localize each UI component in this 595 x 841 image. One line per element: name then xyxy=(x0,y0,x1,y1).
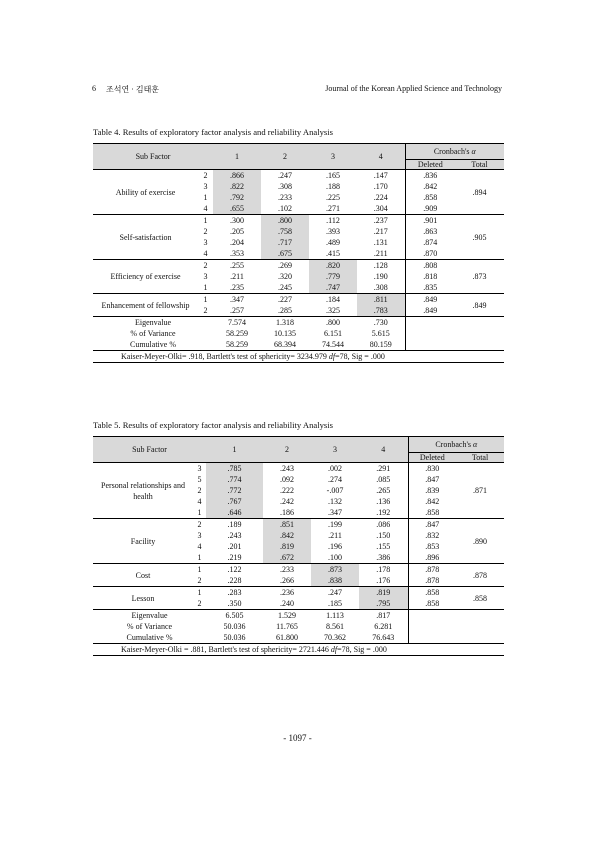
page-number: 6 xyxy=(92,84,96,93)
alpha-deleted: .896 xyxy=(408,552,456,564)
alpha-deleted: .847 xyxy=(408,519,456,531)
kmo-text: Kaiser-Meyer-Olki = .881, Bartlett's test of sphericity= 2721.446 xyxy=(121,645,331,654)
loading-cell: .350 xyxy=(206,598,263,610)
stat-value: 5.615 xyxy=(371,329,390,338)
alpha-deleted: .878 xyxy=(408,564,456,576)
loading-cell: .489 xyxy=(326,238,341,247)
loading-cell: .178 xyxy=(376,565,391,574)
col-cronbach xyxy=(405,144,504,160)
note-row xyxy=(93,351,504,363)
kmo-note xyxy=(93,351,504,363)
loading-cell: .822 xyxy=(213,181,261,192)
alpha-deleted: .870 xyxy=(405,248,455,260)
subfactor-name: Efficiency of exercise xyxy=(93,260,198,294)
stat-value: 1.318 xyxy=(276,318,295,327)
item-number: 1 xyxy=(197,565,202,574)
df-label: df xyxy=(328,352,336,361)
loading-cell: .347 xyxy=(230,295,245,304)
alpha-deleted: .863 xyxy=(405,226,455,237)
loading-cell: .225 xyxy=(326,193,341,202)
alpha-deleted: .858 xyxy=(408,507,456,519)
loading-cell: .283 xyxy=(227,588,242,597)
table4-caption: Table 4. Results of exploratory factor analysis and reliability Analysis xyxy=(93,127,333,137)
alpha-deleted: .901 xyxy=(405,215,455,227)
loading-cell: .257 xyxy=(213,305,261,317)
loading-cell: .222 xyxy=(280,486,295,495)
cronbach-label: Cronbach's xyxy=(433,147,470,156)
loading-cell: .393 xyxy=(326,227,341,236)
alpha-deleted: .808 xyxy=(405,260,455,272)
subfactor-name: Facility xyxy=(93,519,193,564)
table-row xyxy=(93,294,504,306)
loading-cell: .291 xyxy=(376,464,391,473)
loading-cell: .100 xyxy=(311,552,359,564)
loading-cell: .211 xyxy=(230,272,244,281)
loading-cell: .795 xyxy=(359,598,408,610)
loading-cell: .086 xyxy=(376,520,391,529)
stat-value: 58.259 xyxy=(226,340,249,349)
loading-cell: .188 xyxy=(326,182,341,191)
loading-cell: .233 xyxy=(278,193,293,202)
col-total: Total xyxy=(456,453,504,463)
loading-cell: .820 xyxy=(309,260,357,272)
alpha-deleted: .858 xyxy=(405,192,455,203)
item-number: 1 xyxy=(203,193,208,202)
loading-cell: .873 xyxy=(311,564,359,576)
loading-cell: .196 xyxy=(328,542,343,551)
stat-row xyxy=(93,317,504,329)
item-number: 4 xyxy=(198,248,213,260)
loading-cell: .655 xyxy=(213,203,261,215)
loading-cell: .247 xyxy=(328,588,343,597)
loading-cell: .386 xyxy=(359,552,408,564)
stat-spacer xyxy=(408,632,456,644)
item-number: 2 xyxy=(203,227,208,236)
stat-spacer xyxy=(455,317,504,329)
stat-value: 8.561 xyxy=(326,622,345,631)
alpha-deleted: .847 xyxy=(408,474,456,485)
alpha-deleted: .853 xyxy=(408,541,456,552)
alpha-total: .849 xyxy=(455,294,504,317)
loading-cell: .300 xyxy=(230,216,245,225)
loading-cell: .131 xyxy=(373,238,388,247)
loading-cell: .774 xyxy=(206,474,263,485)
item-number: 2 xyxy=(197,486,202,495)
col-factor-1: 1 xyxy=(206,437,263,463)
loading-cell: .265 xyxy=(376,486,391,495)
item-number: 1 xyxy=(197,588,202,597)
stat-value: 68.394 xyxy=(274,340,297,349)
item-number: 1 xyxy=(203,295,208,304)
alpha-symbol: α xyxy=(473,440,478,449)
item-number: 2 xyxy=(198,305,213,317)
stat-value: 11.765 xyxy=(276,622,298,631)
loading-cell: .353 xyxy=(213,248,261,260)
loading-cell: .266 xyxy=(263,575,311,587)
loading-cell: .255 xyxy=(230,261,245,270)
alpha-deleted: .842 xyxy=(405,181,455,192)
loading-cell: .269 xyxy=(278,261,293,270)
col-factor-3: 3 xyxy=(309,144,357,170)
col-subfactor: Sub Factor xyxy=(93,144,213,170)
item-number: 4 xyxy=(197,542,202,551)
loading-cell: .800 xyxy=(261,215,309,227)
header-row xyxy=(93,144,504,160)
stat-value: 6.151 xyxy=(324,329,343,338)
stat-value: .800 xyxy=(326,318,341,327)
loading-cell: .646 xyxy=(206,507,263,519)
alpha-deleted: .858 xyxy=(408,587,456,599)
item-number: 2 xyxy=(193,575,206,587)
loading-cell: .866 xyxy=(213,170,261,182)
alpha-deleted: .818 xyxy=(405,271,455,282)
loading-cell: .415 xyxy=(309,248,357,260)
alpha-total: .894 xyxy=(455,170,504,215)
loading-cell: .783 xyxy=(357,305,405,317)
stat-label: Cumulative % xyxy=(130,340,176,349)
stat-value: 70.362 xyxy=(324,633,347,642)
stat-label: Cumulative % xyxy=(126,633,173,642)
loading-cell: .211 xyxy=(357,248,405,260)
loading-cell: .811 xyxy=(357,294,405,306)
stat-spacer xyxy=(456,621,504,632)
col-deleted: Deleted xyxy=(408,453,456,463)
stat-row xyxy=(93,621,504,632)
loading-cell: .201 xyxy=(227,542,242,551)
loading-cell: .224 xyxy=(373,193,388,202)
alpha-total: .873 xyxy=(455,260,504,294)
stat-label: Eigenvalue xyxy=(131,611,168,620)
col-factor-1: 1 xyxy=(213,144,261,170)
alpha-total: .890 xyxy=(456,519,504,564)
loading-cell: .242 xyxy=(280,497,295,506)
item-number: 4 xyxy=(197,497,202,506)
col-factor-4: 4 xyxy=(359,437,408,463)
stat-value: 1.113 xyxy=(326,611,344,620)
item-number: 5 xyxy=(197,475,202,484)
stat-value: 74.544 xyxy=(322,340,345,349)
loading-cell: .274 xyxy=(328,475,343,484)
loading-cell: .320 xyxy=(278,272,293,281)
loading-cell: .165 xyxy=(326,171,341,180)
stat-label: Eigenvalue xyxy=(135,318,171,327)
table-row xyxy=(93,587,504,599)
stat-value: 76.643 xyxy=(372,633,395,642)
alpha-total: .878 xyxy=(456,564,504,587)
loading-cell: .767 xyxy=(206,496,263,507)
stat-value: 58.259 xyxy=(226,329,249,338)
loading-cell: .308 xyxy=(357,282,405,294)
authors: 조석연 · 김태훈 xyxy=(106,85,160,94)
loading-cell: .092 xyxy=(280,475,295,484)
loading-cell: .245 xyxy=(261,282,309,294)
table-row xyxy=(93,463,504,475)
loading-cell: .243 xyxy=(227,531,242,540)
loading-cell: .285 xyxy=(261,305,309,317)
loading-cell: .217 xyxy=(373,227,388,236)
table-row xyxy=(93,519,504,531)
loading-cell: .122 xyxy=(227,565,242,574)
alpha-deleted: .858 xyxy=(408,598,456,610)
loading-cell: .184 xyxy=(326,295,341,304)
stat-value: 6.281 xyxy=(374,622,393,631)
item-number: 1 xyxy=(193,507,206,519)
stat-spacer xyxy=(405,339,455,351)
alpha-deleted: .835 xyxy=(405,282,455,294)
col-total: Total xyxy=(455,160,504,170)
alpha-deleted: .878 xyxy=(408,575,456,587)
loading-cell: .211 xyxy=(328,531,342,540)
loading-cell: .185 xyxy=(311,598,359,610)
stat-value: .730 xyxy=(373,318,388,327)
kmo-sig: =78, Sig = .000 xyxy=(337,645,387,654)
loading-cell: .308 xyxy=(278,182,293,191)
loading-cell: .237 xyxy=(373,216,388,225)
kmo-text: Kaiser-Meyer-Olki= .918, Bartlett's test of sphericity= 3234.979 xyxy=(121,352,329,361)
table-row xyxy=(93,260,504,272)
loading-cell: .199 xyxy=(328,520,343,529)
loading-cell: .779 xyxy=(309,271,357,282)
loading-cell: .102 xyxy=(261,203,309,215)
alpha-deleted: .842 xyxy=(408,496,456,507)
loading-cell: .304 xyxy=(357,203,405,215)
loading-cell: .192 xyxy=(359,507,408,519)
item-number: 3 xyxy=(197,531,202,540)
loading-cell: .675 xyxy=(261,248,309,260)
item-number: 2 xyxy=(197,520,202,529)
stat-spacer xyxy=(456,632,504,644)
stat-spacer xyxy=(408,610,456,622)
stat-spacer xyxy=(405,328,455,339)
loading-cell: .204 xyxy=(230,238,245,247)
col-cronbach xyxy=(408,437,504,453)
col-factor-4: 4 xyxy=(357,144,405,170)
alpha-total: .905 xyxy=(455,215,504,260)
table-row xyxy=(93,170,504,182)
loading-cell: .233 xyxy=(280,565,295,574)
loading-cell: .247 xyxy=(278,171,293,180)
loading-cell: .243 xyxy=(280,464,295,473)
kmo-note xyxy=(93,644,504,656)
subfactor-name: Ability of exercise xyxy=(93,170,198,215)
item-number: 1 xyxy=(198,282,213,294)
loading-cell: .235 xyxy=(213,282,261,294)
col-factor-3: 3 xyxy=(311,437,359,463)
item-number: 3 xyxy=(203,182,208,191)
journal-title: Journal of the Korean Applied Science and Technology xyxy=(325,84,502,93)
loading-cell: .758 xyxy=(261,226,309,237)
loading-cell: .228 xyxy=(206,575,263,587)
loading-cell: .325 xyxy=(309,305,357,317)
stat-label: % of Variance xyxy=(130,329,176,338)
stat-value: 7.574 xyxy=(228,318,247,327)
item-number: 1 xyxy=(203,216,208,225)
stat-value: 80.159 xyxy=(369,340,392,349)
alpha-deleted: .832 xyxy=(408,530,456,541)
loading-cell: .227 xyxy=(278,295,293,304)
loading-cell: .176 xyxy=(359,575,408,587)
loading-cell: .772 xyxy=(206,485,263,496)
stat-value: 61.800 xyxy=(276,633,299,642)
item-number: 3 xyxy=(203,272,208,281)
loading-cell: .747 xyxy=(309,282,357,294)
loading-cell: .155 xyxy=(376,542,391,551)
subfactor-name: Enhancement of fellowship xyxy=(93,294,198,317)
item-number: 2 xyxy=(193,598,206,610)
subfactor-name: Self-satisfaction xyxy=(93,215,198,260)
alpha-deleted: .849 xyxy=(405,294,455,306)
loading-cell: .189 xyxy=(227,520,242,529)
alpha-total: .871 xyxy=(456,463,504,519)
table5-caption: Table 5. Results of exploratory factor analysis and reliability Analysis xyxy=(93,420,333,430)
loading-cell: .672 xyxy=(263,552,311,564)
item-number: 4 xyxy=(198,203,213,215)
loading-cell: .819 xyxy=(263,541,311,552)
loading-cell: .819 xyxy=(359,587,408,599)
loading-cell: -.007 xyxy=(326,486,344,495)
alpha-deleted: .909 xyxy=(405,203,455,215)
stat-row xyxy=(93,632,504,644)
loading-cell: .240 xyxy=(263,598,311,610)
subfactor-name: Cost xyxy=(93,564,193,587)
df-label: df xyxy=(330,645,338,654)
loading-cell: .792 xyxy=(213,192,261,203)
item-number: 3 xyxy=(197,464,202,473)
table4 xyxy=(93,143,504,363)
stat-value: 50.036 xyxy=(223,622,246,631)
loading-cell: .271 xyxy=(309,203,357,215)
item-number: 2 xyxy=(203,261,208,270)
stat-value: 1.529 xyxy=(278,611,297,620)
col-subfactor: Sub Factor xyxy=(93,437,206,463)
item-number: 3 xyxy=(203,238,208,247)
alpha-total: .858 xyxy=(456,587,504,610)
stat-value: .817 xyxy=(376,611,391,620)
alpha-symbol: α xyxy=(471,147,476,156)
col-factor-2: 2 xyxy=(263,437,311,463)
stat-spacer xyxy=(408,621,456,632)
stat-spacer xyxy=(455,328,504,339)
alpha-deleted: .849 xyxy=(405,305,455,317)
loading-cell: .002 xyxy=(328,464,343,473)
loading-cell: .150 xyxy=(376,531,391,540)
page-footer: - 1097 - xyxy=(283,733,312,743)
loading-cell: .842 xyxy=(263,530,311,541)
cronbach-label: Cronbach's xyxy=(435,440,471,449)
loading-cell: .170 xyxy=(373,182,388,191)
alpha-deleted: .874 xyxy=(405,237,455,248)
loading-cell: .851 xyxy=(263,519,311,531)
note-row xyxy=(93,644,504,656)
loading-cell: .190 xyxy=(373,272,388,281)
subfactor-name: Personal relationships and health xyxy=(93,463,193,519)
loading-cell: .838 xyxy=(311,575,359,587)
loading-cell: .186 xyxy=(263,507,311,519)
table5 xyxy=(93,436,504,656)
loading-cell: .085 xyxy=(376,475,391,484)
stat-value: 50.036 xyxy=(223,633,246,642)
kmo-sig: =78, Sig = .000 xyxy=(335,352,385,361)
stat-spacer xyxy=(456,610,504,622)
stat-row xyxy=(93,610,504,622)
stat-label: % of Variance xyxy=(126,622,173,631)
loading-cell: .128 xyxy=(373,261,388,270)
loading-cell: .205 xyxy=(230,227,245,236)
subfactor-name: Lesson xyxy=(93,587,193,610)
stat-spacer xyxy=(455,339,504,351)
header-row xyxy=(93,437,504,453)
loading-cell: .132 xyxy=(328,497,343,506)
alpha-deleted: .830 xyxy=(408,463,456,475)
alpha-deleted: .836 xyxy=(405,170,455,182)
loading-cell: .147 xyxy=(373,171,388,180)
item-number: 1 xyxy=(193,552,206,564)
alpha-deleted: .839 xyxy=(408,485,456,496)
stat-value: 6.505 xyxy=(225,611,244,620)
loading-cell: .136 xyxy=(376,497,391,506)
table-row xyxy=(93,564,504,576)
stat-row xyxy=(93,339,504,351)
loading-cell: .219 xyxy=(206,552,263,564)
loading-cell: .347 xyxy=(311,507,359,519)
col-factor-2: 2 xyxy=(261,144,309,170)
loading-cell: .112 xyxy=(326,216,340,225)
col-deleted: Deleted xyxy=(405,160,455,170)
stat-spacer xyxy=(405,317,455,329)
stat-row xyxy=(93,328,504,339)
loading-cell: .717 xyxy=(261,237,309,248)
stat-value: 10.135 xyxy=(274,329,297,338)
table-row xyxy=(93,215,504,227)
loading-cell: .785 xyxy=(206,463,263,475)
loading-cell: .236 xyxy=(280,588,295,597)
item-number: 2 xyxy=(203,171,208,180)
